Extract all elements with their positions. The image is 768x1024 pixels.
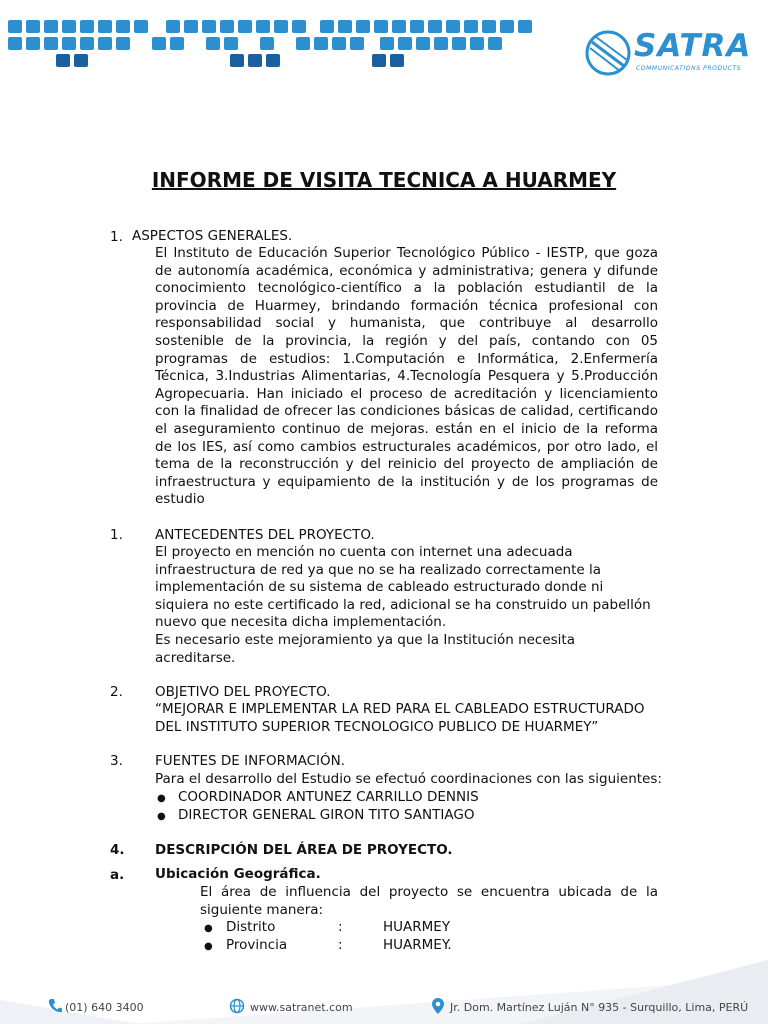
footer-address: Jr. Dom. Martínez Luján N° 935 - Surquillo, Lima, PERÚ xyxy=(450,1001,749,1014)
pattern-square xyxy=(230,54,244,67)
text-line: acreditarse. xyxy=(155,649,236,666)
section-heading: ANTECEDENTES DEL PROYECTO. xyxy=(155,527,375,543)
text-line: programas de estudios: 1.Computación e Informática, 2.Enfermería xyxy=(155,350,658,367)
pattern-square xyxy=(392,20,406,33)
pattern-square xyxy=(434,37,448,50)
pattern-square xyxy=(80,37,94,50)
pattern-square xyxy=(518,20,532,33)
text-line: provincia de Huarmey, brindando formación técnica profesional con xyxy=(155,297,658,314)
pattern-square xyxy=(116,20,130,33)
section-number: 1. xyxy=(110,527,123,543)
pattern-square xyxy=(372,54,386,67)
pattern-square xyxy=(292,20,306,33)
text-line: “MEJORAR E IMPLEMENTAR LA RED PARA EL CABLEADO ESTRUCTURADO xyxy=(155,701,645,717)
pattern-square xyxy=(80,20,94,33)
pattern-square xyxy=(248,54,262,67)
subsection-body xyxy=(200,884,658,919)
logo-emblem-icon xyxy=(584,28,634,78)
bullet-item: COORDINADOR ANTUNEZ CARRILLO DENNIS xyxy=(178,789,479,805)
section-body xyxy=(155,245,658,509)
bullet-icon: ● xyxy=(157,811,166,822)
location-label: Provincia xyxy=(226,937,288,953)
bullet-icon: ● xyxy=(204,941,213,952)
section-body xyxy=(155,544,675,667)
pattern-square xyxy=(380,37,394,50)
pattern-square xyxy=(500,20,514,33)
text-line: infraestructura de red ya que no se ha realizado correctamente la xyxy=(155,561,602,578)
text-line: El Instituto de Educación Superior Tecnológico Público - IESTP, que goza xyxy=(155,245,658,261)
text-line: El área de influencia del proyecto se encuentra ubicada de la xyxy=(200,884,658,900)
document-title: INFORME DE VISITA TECNICA A HUARMEY xyxy=(151,168,617,192)
pattern-square xyxy=(26,20,40,33)
text-line: implementación de su sistema de cableado estructurado donde ni xyxy=(155,579,604,596)
section-number: 1. xyxy=(110,229,123,245)
text-line: de autonomía académica, económica y administrativa; genera y difunde xyxy=(155,262,658,279)
text-line: DEL INSTITUTO SUPERIOR TECNOLOGICO PUBLICO DE HUARMEY” xyxy=(155,718,599,735)
text-line: el aseguramiento continuo de mejoras. están en el inicio de la reforma xyxy=(155,420,658,437)
section-heading: DESCRIPCIÓN DEL ÁREA DE PROYECTO. xyxy=(155,842,453,858)
pattern-square xyxy=(452,37,466,50)
pattern-square xyxy=(266,54,280,67)
section-number: 4. xyxy=(110,842,125,858)
pattern-square xyxy=(356,20,370,33)
text-line: siquiera no este certificado la red, adicional se ha construido un pabellón xyxy=(155,596,651,613)
pattern-square xyxy=(8,37,22,50)
logo-tagline: COMMUNICATIONS PRODUCTS xyxy=(636,65,742,72)
pattern-square xyxy=(98,37,112,50)
footer-website[interactable]: www.satranet.com xyxy=(250,1001,353,1014)
pattern-square xyxy=(260,37,274,50)
pattern-square xyxy=(62,37,76,50)
section-number: 3. xyxy=(110,753,123,769)
pattern-square xyxy=(314,37,328,50)
pattern-square xyxy=(202,20,216,33)
pattern-square xyxy=(56,54,70,67)
bullet-item: DIRECTOR GENERAL GIRON TITO SANTIAGO xyxy=(178,807,475,823)
pattern-square xyxy=(410,20,424,33)
text-line: tema de la reconstrucción y del reinicio del proyecto de ampliación de xyxy=(155,456,658,473)
pattern-square xyxy=(482,20,496,33)
pattern-square xyxy=(170,37,184,50)
text-line: siguiente manera: xyxy=(200,901,324,918)
pattern-square xyxy=(44,20,58,33)
pattern-square xyxy=(44,37,58,50)
pattern-square xyxy=(488,37,502,50)
section-number: 2. xyxy=(110,684,123,700)
location-separator: : xyxy=(338,937,343,953)
location-value: HUARMEY. xyxy=(383,937,452,953)
section-body xyxy=(155,701,695,736)
text-line: sostenible de la provincia, la región y del país, contando con 05 xyxy=(155,332,658,349)
location-separator: : xyxy=(338,919,343,935)
text-line: con la finalidad de ofrecer las condiciones básicas de calidad, certificando xyxy=(155,403,658,420)
text-line: nuevo que necesita dicha implementación. xyxy=(155,614,447,631)
text-line: estudio xyxy=(155,491,205,508)
text-line: Agropecuaria. Han iniciado el proceso de acreditación y licenciamiento xyxy=(155,385,658,402)
pattern-square xyxy=(166,20,180,33)
text-line: responsabilidad social y humanista, que contribuye al desarrollo xyxy=(155,315,658,332)
globe-icon xyxy=(229,998,245,1014)
pattern-square xyxy=(220,20,234,33)
pattern-square xyxy=(338,20,352,33)
pattern-square xyxy=(350,37,364,50)
phone-icon xyxy=(48,998,62,1014)
section-heading: OBJETIVO DEL PROYECTO. xyxy=(155,684,331,700)
text-line: infraestructura y equipamiento de la institución y de los programas de xyxy=(155,473,658,490)
location-pin-icon xyxy=(432,998,444,1014)
satra-logo xyxy=(584,26,752,82)
pattern-square xyxy=(390,54,404,67)
pattern-square xyxy=(152,37,166,50)
pattern-square xyxy=(134,20,148,33)
bullet-icon: ● xyxy=(204,923,213,934)
footer-background xyxy=(0,960,768,1024)
text-line: Técnica, 3.Industrias Alimentarias, 4.Tecnología Pesquera y 5.Producción xyxy=(155,368,658,385)
pattern-square xyxy=(446,20,460,33)
footer-phone: (01) 640 3400 xyxy=(65,1001,144,1014)
pattern-square xyxy=(98,20,112,33)
section-heading: ASPECTOS GENERALES. xyxy=(132,228,293,244)
pattern-square xyxy=(256,20,270,33)
logo-name: SATRA xyxy=(634,28,752,64)
pattern-square xyxy=(398,37,412,50)
pattern-square xyxy=(332,37,346,50)
pattern-square xyxy=(464,20,478,33)
pattern-square xyxy=(62,20,76,33)
pattern-square xyxy=(224,37,238,50)
subsection-heading: Ubicación Geográfica. xyxy=(155,866,321,882)
pattern-square xyxy=(8,20,22,33)
pattern-square xyxy=(238,20,252,33)
text-line: El proyecto en mención no cuenta con internet una adecuada xyxy=(155,544,573,560)
location-value: HUARMEY xyxy=(383,919,451,935)
pattern-square xyxy=(416,37,430,50)
location-label: Distrito xyxy=(226,919,276,935)
pattern-square xyxy=(184,20,198,33)
section-intro: Para el desarrollo del Estudio se efectuó coordinaciones con las siguientes: xyxy=(155,771,662,787)
pattern-square xyxy=(320,20,334,33)
pattern-square xyxy=(296,37,310,50)
text-line: Es necesario este mejoramiento ya que la Institución necesita xyxy=(155,631,576,648)
pattern-square xyxy=(374,20,388,33)
subsection-letter: a. xyxy=(110,867,125,883)
section-heading: FUENTES DE INFORMACIÓN. xyxy=(155,753,346,769)
pattern-square xyxy=(470,37,484,50)
pattern-square xyxy=(116,37,130,50)
pattern-square xyxy=(26,37,40,50)
pattern-square xyxy=(206,37,220,50)
header-pattern xyxy=(0,0,560,80)
pattern-square xyxy=(428,20,442,33)
bullet-icon: ● xyxy=(157,793,166,804)
pattern-square xyxy=(274,20,288,33)
text-line: de los IES, así como cambios estructurales académicos, por otro lado, el xyxy=(155,438,658,455)
pattern-square xyxy=(74,54,88,67)
text-line: conocimiento tecnológico-científico a la población estudiantil de la xyxy=(155,280,658,297)
